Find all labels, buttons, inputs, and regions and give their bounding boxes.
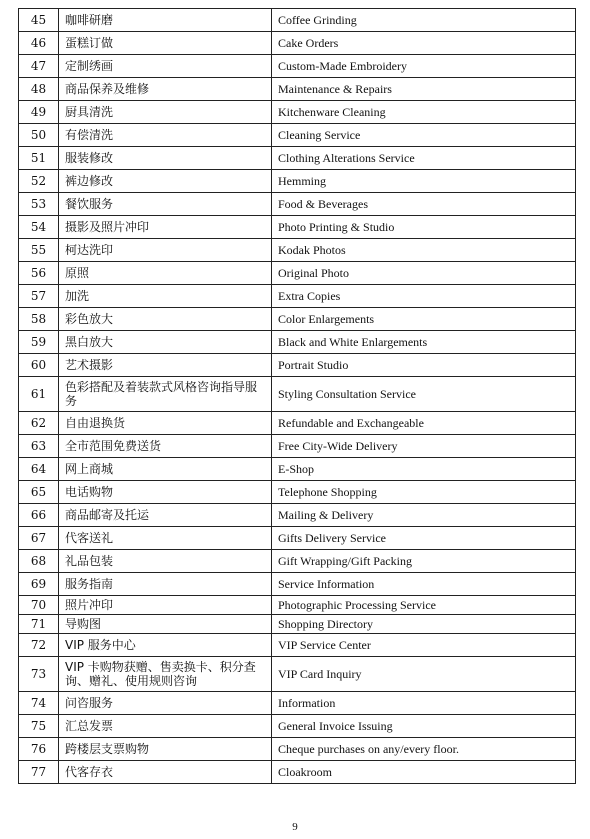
row-number: 48 — [19, 78, 59, 101]
english-term: Extra Copies — [272, 285, 576, 308]
row-number: 55 — [19, 239, 59, 262]
row-number: 72 — [19, 634, 59, 657]
row-number: 63 — [19, 435, 59, 458]
table-row — [19, 435, 576, 458]
table-row — [19, 216, 576, 239]
table-row — [19, 55, 576, 78]
english-term: Cake Orders — [272, 32, 576, 55]
chinese-term: 定制绣画 — [59, 55, 272, 78]
table-row — [19, 738, 576, 761]
chinese-term: 问咨服务 — [59, 692, 272, 715]
chinese-term: 代客送礼 — [59, 527, 272, 550]
chinese-term: 礼品包装 — [59, 550, 272, 573]
table-row — [19, 657, 576, 692]
table-row — [19, 9, 576, 32]
row-number: 49 — [19, 101, 59, 124]
english-term: Cloakroom — [272, 761, 576, 784]
table-row — [19, 124, 576, 147]
table-row — [19, 101, 576, 124]
row-number: 54 — [19, 216, 59, 239]
table-row — [19, 573, 576, 596]
row-number: 65 — [19, 481, 59, 504]
english-term: Gifts Delivery Service — [272, 527, 576, 550]
chinese-term: 艺术摄影 — [59, 354, 272, 377]
chinese-term: 摄影及照片冲印 — [59, 216, 272, 239]
row-number: 75 — [19, 715, 59, 738]
english-term: Styling Consultation Service — [272, 377, 576, 412]
chinese-term: 代客存衣 — [59, 761, 272, 784]
row-number: 76 — [19, 738, 59, 761]
table-row — [19, 634, 576, 657]
table-row — [19, 615, 576, 634]
english-term: Service Information — [272, 573, 576, 596]
row-number: 70 — [19, 596, 59, 615]
chinese-term: 全市范围免费送货 — [59, 435, 272, 458]
chinese-term: 汇总发票 — [59, 715, 272, 738]
row-number: 53 — [19, 193, 59, 216]
chinese-term: 有偿清洗 — [59, 124, 272, 147]
table-row — [19, 715, 576, 738]
chinese-term: 咖啡研磨 — [59, 9, 272, 32]
english-term: Photographic Processing Service — [272, 596, 576, 615]
table-row — [19, 761, 576, 784]
english-term: Shopping Directory — [272, 615, 576, 634]
table-row — [19, 504, 576, 527]
row-number: 46 — [19, 32, 59, 55]
chinese-term: 电话购物 — [59, 481, 272, 504]
english-term: VIP Card Inquiry — [272, 657, 576, 692]
row-number: 66 — [19, 504, 59, 527]
chinese-term: 商品邮寄及托运 — [59, 504, 272, 527]
row-number: 51 — [19, 147, 59, 170]
table-row — [19, 170, 576, 193]
terms-table — [18, 8, 576, 784]
english-term: E-Shop — [272, 458, 576, 481]
english-term: Kitchenware Cleaning — [272, 101, 576, 124]
table-row — [19, 527, 576, 550]
english-term: Color Enlargements — [272, 308, 576, 331]
english-term: Mailing & Delivery — [272, 504, 576, 527]
chinese-term: 黑白放大 — [59, 331, 272, 354]
chinese-term: 柯达洗印 — [59, 239, 272, 262]
table-row — [19, 354, 576, 377]
chinese-term: VIP 卡购物获赠、售卖换卡、积分查询、赠礼、使用规则咨询 — [59, 657, 272, 692]
english-term: Portrait Studio — [272, 354, 576, 377]
table-row — [19, 32, 576, 55]
table-row — [19, 285, 576, 308]
chinese-term: 加洗 — [59, 285, 272, 308]
row-number: 67 — [19, 527, 59, 550]
english-term: Telephone Shopping — [272, 481, 576, 504]
chinese-term: 色彩搭配及着装款式风格咨询指导服务 — [59, 377, 272, 412]
row-number: 71 — [19, 615, 59, 634]
english-term: Refundable and Exchangeable — [272, 412, 576, 435]
english-term: Cleaning Service — [272, 124, 576, 147]
chinese-term: 服装修改 — [59, 147, 272, 170]
chinese-term: 网上商城 — [59, 458, 272, 481]
english-term: VIP Service Center — [272, 634, 576, 657]
table-row — [19, 412, 576, 435]
table-row — [19, 78, 576, 101]
row-number: 58 — [19, 308, 59, 331]
table-row — [19, 331, 576, 354]
chinese-term: 自由退换货 — [59, 412, 272, 435]
row-number: 68 — [19, 550, 59, 573]
english-term: Free City-Wide Delivery — [272, 435, 576, 458]
chinese-term: 厨具清洗 — [59, 101, 272, 124]
english-term: Food & Beverages — [272, 193, 576, 216]
english-term: Coffee Grinding — [272, 9, 576, 32]
chinese-term: 彩色放大 — [59, 308, 272, 331]
row-number: 47 — [19, 55, 59, 78]
english-term: Maintenance & Repairs — [272, 78, 576, 101]
english-term: Photo Printing & Studio — [272, 216, 576, 239]
page-number: 9 — [292, 821, 298, 833]
row-number: 73 — [19, 657, 59, 692]
chinese-term: 照片冲印 — [59, 596, 272, 615]
english-term: Gift Wrapping/Gift Packing — [272, 550, 576, 573]
chinese-term: 蛋糕订做 — [59, 32, 272, 55]
table-row — [19, 308, 576, 331]
english-term: General Invoice Issuing — [272, 715, 576, 738]
chinese-term: 商品保养及维修 — [59, 78, 272, 101]
row-number: 52 — [19, 170, 59, 193]
table-row — [19, 239, 576, 262]
row-number: 77 — [19, 761, 59, 784]
english-term: Cheque purchases on any/every floor. — [272, 738, 576, 761]
row-number: 74 — [19, 692, 59, 715]
row-number: 69 — [19, 573, 59, 596]
table-row — [19, 481, 576, 504]
table-row — [19, 458, 576, 481]
table-row — [19, 193, 576, 216]
english-term: Original Photo — [272, 262, 576, 285]
chinese-term: 裤边修改 — [59, 170, 272, 193]
table-row — [19, 377, 576, 412]
row-number: 62 — [19, 412, 59, 435]
chinese-term: 导购图 — [59, 615, 272, 634]
row-number: 45 — [19, 9, 59, 32]
english-term: Black and White Enlargements — [272, 331, 576, 354]
table-row — [19, 262, 576, 285]
row-number: 57 — [19, 285, 59, 308]
english-term: Information — [272, 692, 576, 715]
row-number: 59 — [19, 331, 59, 354]
chinese-term: 服务指南 — [59, 573, 272, 596]
row-number: 64 — [19, 458, 59, 481]
row-number: 50 — [19, 124, 59, 147]
row-number: 61 — [19, 377, 59, 412]
english-term: Kodak Photos — [272, 239, 576, 262]
table-row — [19, 596, 576, 615]
chinese-term: VIP 服务中心 — [59, 634, 272, 657]
chinese-term: 餐饮服务 — [59, 193, 272, 216]
row-number: 56 — [19, 262, 59, 285]
english-term: Clothing Alterations Service — [272, 147, 576, 170]
row-number: 60 — [19, 354, 59, 377]
table-row — [19, 147, 576, 170]
terms-table-body — [19, 9, 576, 784]
table-row — [19, 692, 576, 715]
chinese-term: 原照 — [59, 262, 272, 285]
chinese-term: 跨楼层支票购物 — [59, 738, 272, 761]
english-term: Hemming — [272, 170, 576, 193]
table-row — [19, 550, 576, 573]
english-term: Custom-Made Embroidery — [272, 55, 576, 78]
